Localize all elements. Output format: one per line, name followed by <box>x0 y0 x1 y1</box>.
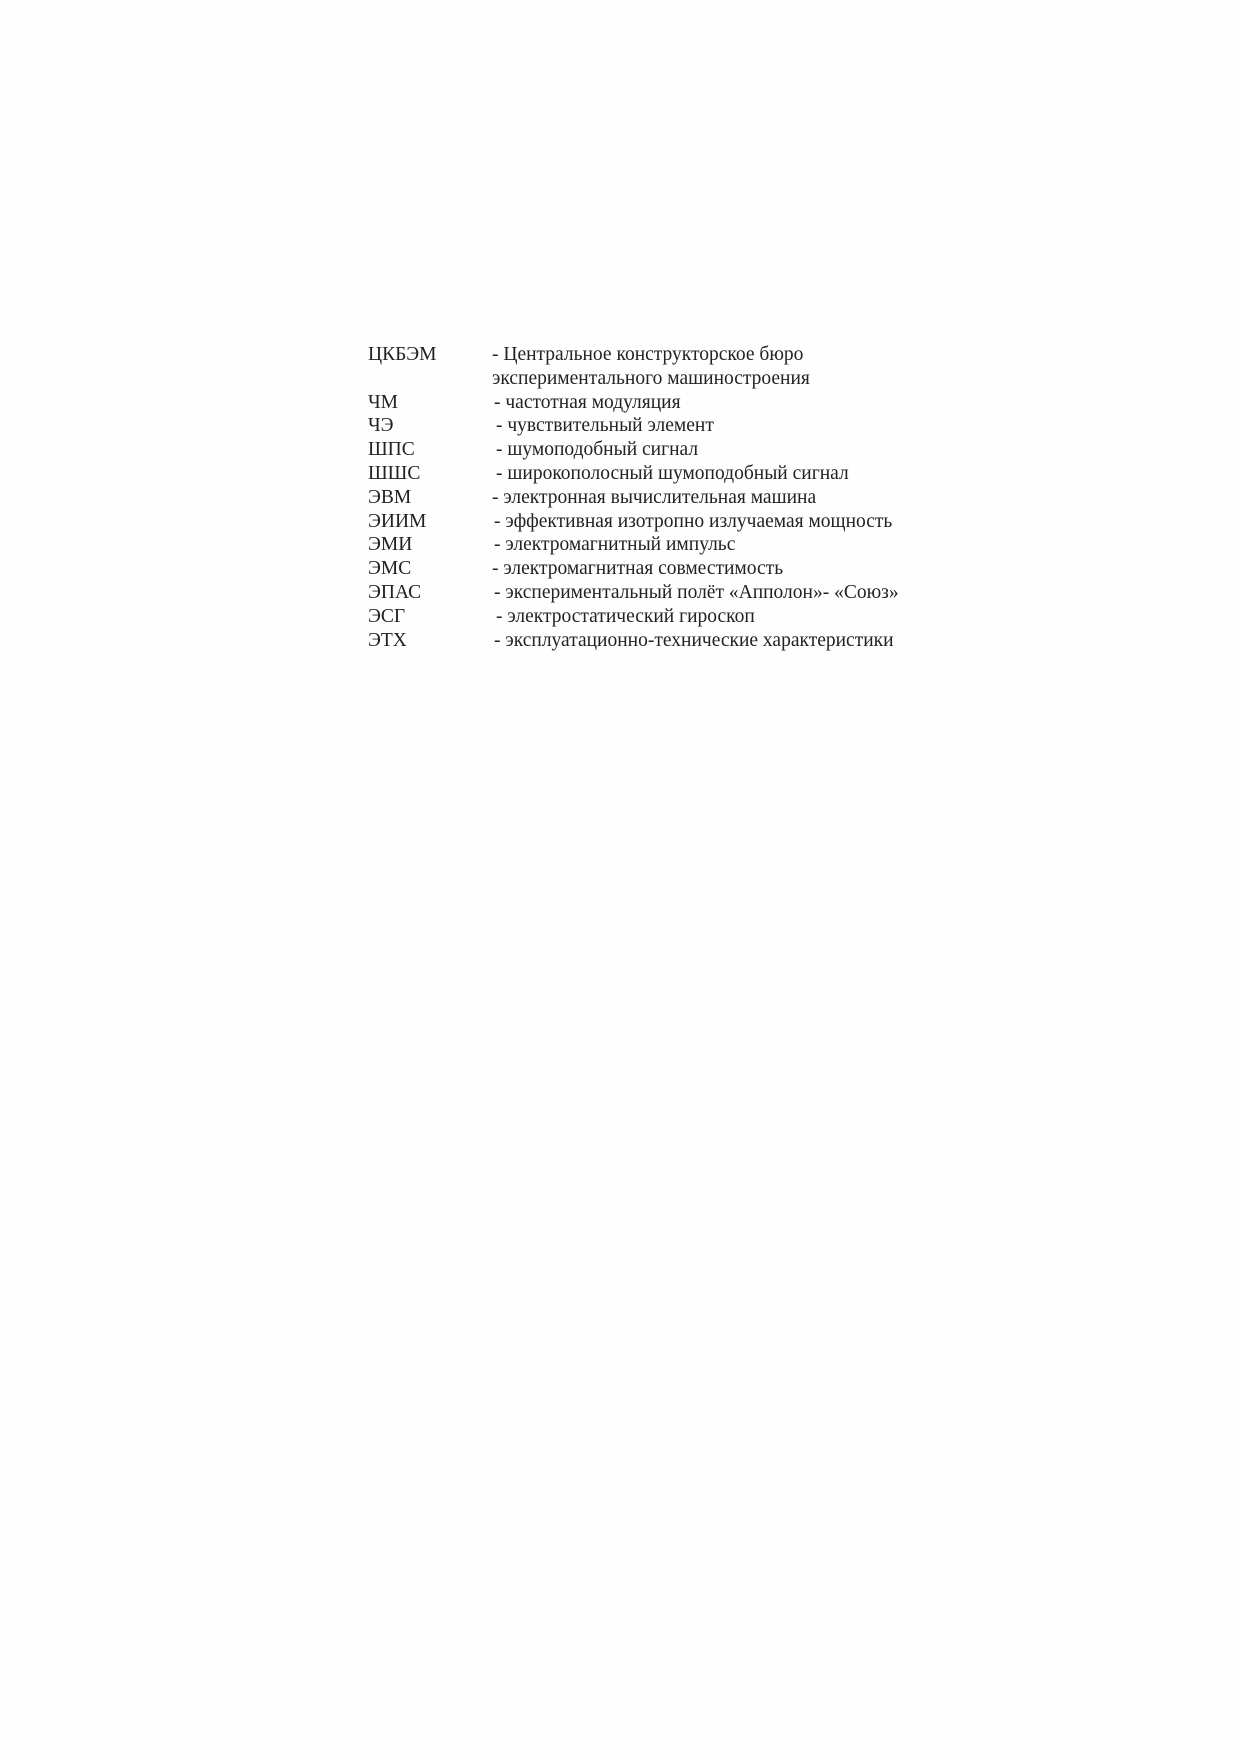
abbreviation-term: ЧМ <box>368 391 399 413</box>
abbreviation-entry <box>368 605 968 629</box>
abbreviation-term: ЭМИ <box>368 534 413 556</box>
abbreviation-entry <box>368 462 968 486</box>
abbreviation-term: ЭМС <box>368 558 412 580</box>
abbreviation-entry <box>368 343 968 391</box>
abbreviation-entry <box>368 629 968 653</box>
abbreviation-definition: - частотная модуляция <box>494 391 681 413</box>
abbreviation-definition: - шумоподобный сигнал <box>496 439 699 461</box>
abbreviation-term: ЭПАС <box>368 581 422 603</box>
abbreviation-term: ШШС <box>368 462 421 484</box>
abbreviation-term: ЭИИМ <box>368 510 427 532</box>
abbreviation-entry <box>368 438 968 462</box>
abbreviation-entry <box>368 581 968 605</box>
abbreviation-term: ЭВМ <box>368 486 412 508</box>
abbreviation-definition: - электромагнитная совместимость <box>492 558 784 580</box>
abbreviation-definition: - экспериментальный полёт «Апполон»- «Союз» <box>494 581 899 603</box>
abbreviation-definition: - чувствительный элемент <box>496 415 714 437</box>
abbreviation-term: ЭСГ <box>368 605 406 627</box>
abbreviation-definition: - электронная вычислительная машина <box>492 486 817 508</box>
abbreviation-term: ЭТХ <box>368 629 407 651</box>
abbreviation-entry <box>368 391 968 415</box>
abbreviation-term: ШПС <box>368 439 415 461</box>
abbreviation-entry <box>368 557 968 581</box>
abbreviation-entry <box>368 533 968 557</box>
abbreviation-definition: - электромагнитный импульс <box>494 534 736 556</box>
abbreviation-definition: - Центральное конструкторское бюро <box>492 344 804 365</box>
abbreviation-list <box>368 343 968 652</box>
abbreviation-entry <box>368 486 968 510</box>
abbreviation-definition: - электростатический гироскоп <box>496 605 755 627</box>
abbreviation-term: ЦКБЭМ <box>368 344 437 365</box>
abbreviation-definition-continuation: экспериментального машиностроения <box>492 367 810 389</box>
abbreviation-term: ЧЭ <box>368 415 394 437</box>
abbreviation-definition: - эксплуатационно-технические характеристики <box>494 629 894 651</box>
abbreviation-entry <box>368 510 968 534</box>
abbreviation-entry <box>368 414 968 438</box>
abbreviation-definition: - широкополосный шумоподобный сигнал <box>496 462 849 484</box>
abbreviation-definition: - эффективная изотропно излучаемая мощность <box>494 510 893 532</box>
